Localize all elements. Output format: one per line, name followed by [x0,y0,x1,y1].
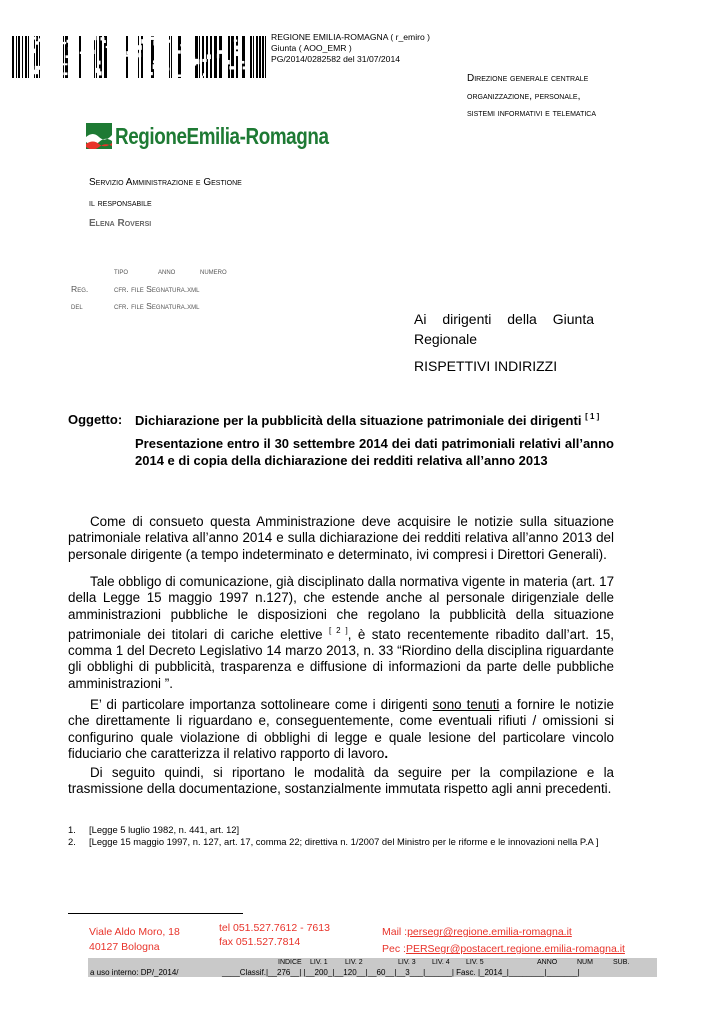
footnote-1 [68,824,618,836]
internal-use-label: a uso interno: DP/_2014/ [90,968,179,977]
reg-value: cfr. file Segnatura.xml [114,284,200,294]
reg-header-numero: numero [200,266,227,276]
tel-number: tel 051.527.7612 - 7613 [219,922,330,934]
direzione-heading [467,70,596,123]
subject-detail: Presentazione entro il 30 settembre 2014 dei dati patrimoniali relativi all’anno 2014 e di copia della dichiarazione dei redditi relativa all’anno 2013 [135,436,614,468]
recipient-line-2: Regionale [414,330,478,347]
mail-label: Mail : [382,926,408,938]
paragraph-2-text-b: , è stato recentemente ribadito dall’art. 15, comma 1 del Decreto Legislativo 14 marzo 2013, n. 33 “Riordino della disciplina riguardante gli obblighi di pubblicità, trasparenza e diffusione di informazioni da parte delle pubbliche amministrazioni ”. [68,626,615,691]
recipient-word: Ai [414,311,427,327]
direzione-line-3: sistemi informativi e telematica [467,108,597,119]
recipient-block [414,310,594,377]
class-header-num: NUM [577,959,593,966]
direzione-line-2: organizzazione, personale, [467,90,581,102]
paragraph-1 [68,514,614,563]
subject-title-text: Dichiarazione per la pubblicità della situazione patrimoniale dei dirigenti [135,413,582,428]
paragraph-4 [68,765,614,798]
del-value: cfr. file Segnatura.xml [114,301,200,311]
address-line-2: 40127 Bologna [89,940,160,953]
footnote-ref-1: [ 1 ] [585,412,600,421]
paragraph-2-text-a: Tale obbligo di comunicazione, già disciplinato dalla normativa vigente in materia (art. 17 della Legge 15 maggio 1997 n.127), che estende anche al personale dirigenziale delle amministrazioni pubbliche le disposizioni che regolano la pubblicità della situazione patrimoniale dei titolari di cariche elettive [68,574,615,642]
address-line-1: Viale Aldo Moro, 18 [89,926,180,938]
footnote-text: [Legge 5 luglio 1982, n. 441, art. 12] [89,824,240,835]
recipient-word: dirigenti [442,311,492,327]
regione-logo: RegioneEmilia-Romagna [115,123,329,149]
footer-address [89,925,180,954]
fax-number: fax 051.527.7814 [219,935,301,948]
recipient-word: Giunta [552,311,594,327]
footer-contacts [382,924,625,958]
subject-label: Oggetto: [68,412,123,427]
paragraph-4-text: Di seguito quindi, si riportano le modalità da seguire per la compilazione e la trasmissione della documentazione, sostanzialmente immutata rispetto agli anni precedenti. [68,765,614,797]
class-header-sub: SUB. [613,959,630,966]
footnote-num: 1. [68,824,76,835]
regione-flag-icon [86,123,112,149]
recipient-word: della [507,311,537,327]
pec-link[interactable]: PERSegr@postacert.regione.emilia-romagna.it [405,943,625,955]
class-header-liv4: LIV. 4 [432,959,450,966]
protocol-line-2: Giunta ( AOO_EMR ) [271,43,352,54]
paragraph-3-underlined: sono tenuti [432,697,500,712]
servizio-line-2: il responsabile [89,197,152,209]
recipient-line-3: RISPETTIVI INDIRIZZI [414,358,558,374]
footnote-text: [Legge 15 maggio 1997, n. 127, art. 17, comma 22; direttiva n. 1/2007 del Ministro per le riforme e le innovazioni nella P.A ] [89,836,599,847]
protocol-stamp [271,32,430,66]
barcode-image [12,36,266,78]
footnote-2 [68,836,618,848]
class-header-liv5: LIV. 5 [466,959,484,966]
responsabile-name: Elena Roversi [89,218,152,229]
paragraph-2 [68,574,614,692]
pec-label: Pec : [382,943,406,955]
classification-row: ____Classif.|__276__| |__200_|__120__|__60__|__3___|______| Fasc. |_2014_|________|_______| [222,968,580,977]
servizio-block [89,173,242,235]
del-label: del [71,301,83,311]
class-header-liv2: LIV. 2 [345,959,363,966]
paragraph-3-text-b: a fornire le notizie che direttamente li riguardano e, conseguentemente, come eventuali rifiuti / omissioni si configurino quale violazione di obblighi di legge e quale lesione del particolare vincolo fiduciario che caratterizza il relativo rapporto di lavoro [68,697,614,761]
mail-link[interactable]: persegr@regione.emilia-romagna.it [407,926,572,938]
footer-phone [219,922,330,950]
paragraph-3 [68,697,614,762]
protocol-line-3: PG/2014/0282582 del 31/07/2014 [271,54,401,65]
paragraph-3-text-a: E’ di particolare importanza sottolineare come i dirigenti [90,697,433,712]
class-header-anno: ANNO [537,959,558,966]
subject-title [135,412,599,428]
servizio-line-1: Servizio Amministrazione e Gestione [89,177,242,188]
reg-header-tipo: tipo [114,266,129,276]
footer-divider [68,913,243,914]
class-header-indice: INDICE [278,959,302,966]
footnote-num: 2. [68,836,76,847]
paragraph-1-text: Come di consueto questa Amministrazione deve acquisire le notizie sulla situazione patrimoniale relativa all’anno 2014 e sulla dichiarazione dei redditi relativa all’anno 2013 del personale dirigente (a tempo indeterminato e determinato, ivi compresi i Direttori Generali). [68,514,614,562]
reg-label: Reg. [71,284,89,294]
footnote-ref-2: [ 2 ] [329,625,348,635]
class-header-liv3: LIV. 3 [398,959,416,966]
class-header-liv1: LIV. 1 [310,959,328,966]
protocol-line-1: REGIONE EMILIA-ROMAGNA ( r_emiro ) [271,32,431,42]
reg-header-anno: anno [158,266,176,276]
direzione-line-1: Direzione generale centrale [467,73,589,84]
paragraph-3-end: . [384,745,389,761]
